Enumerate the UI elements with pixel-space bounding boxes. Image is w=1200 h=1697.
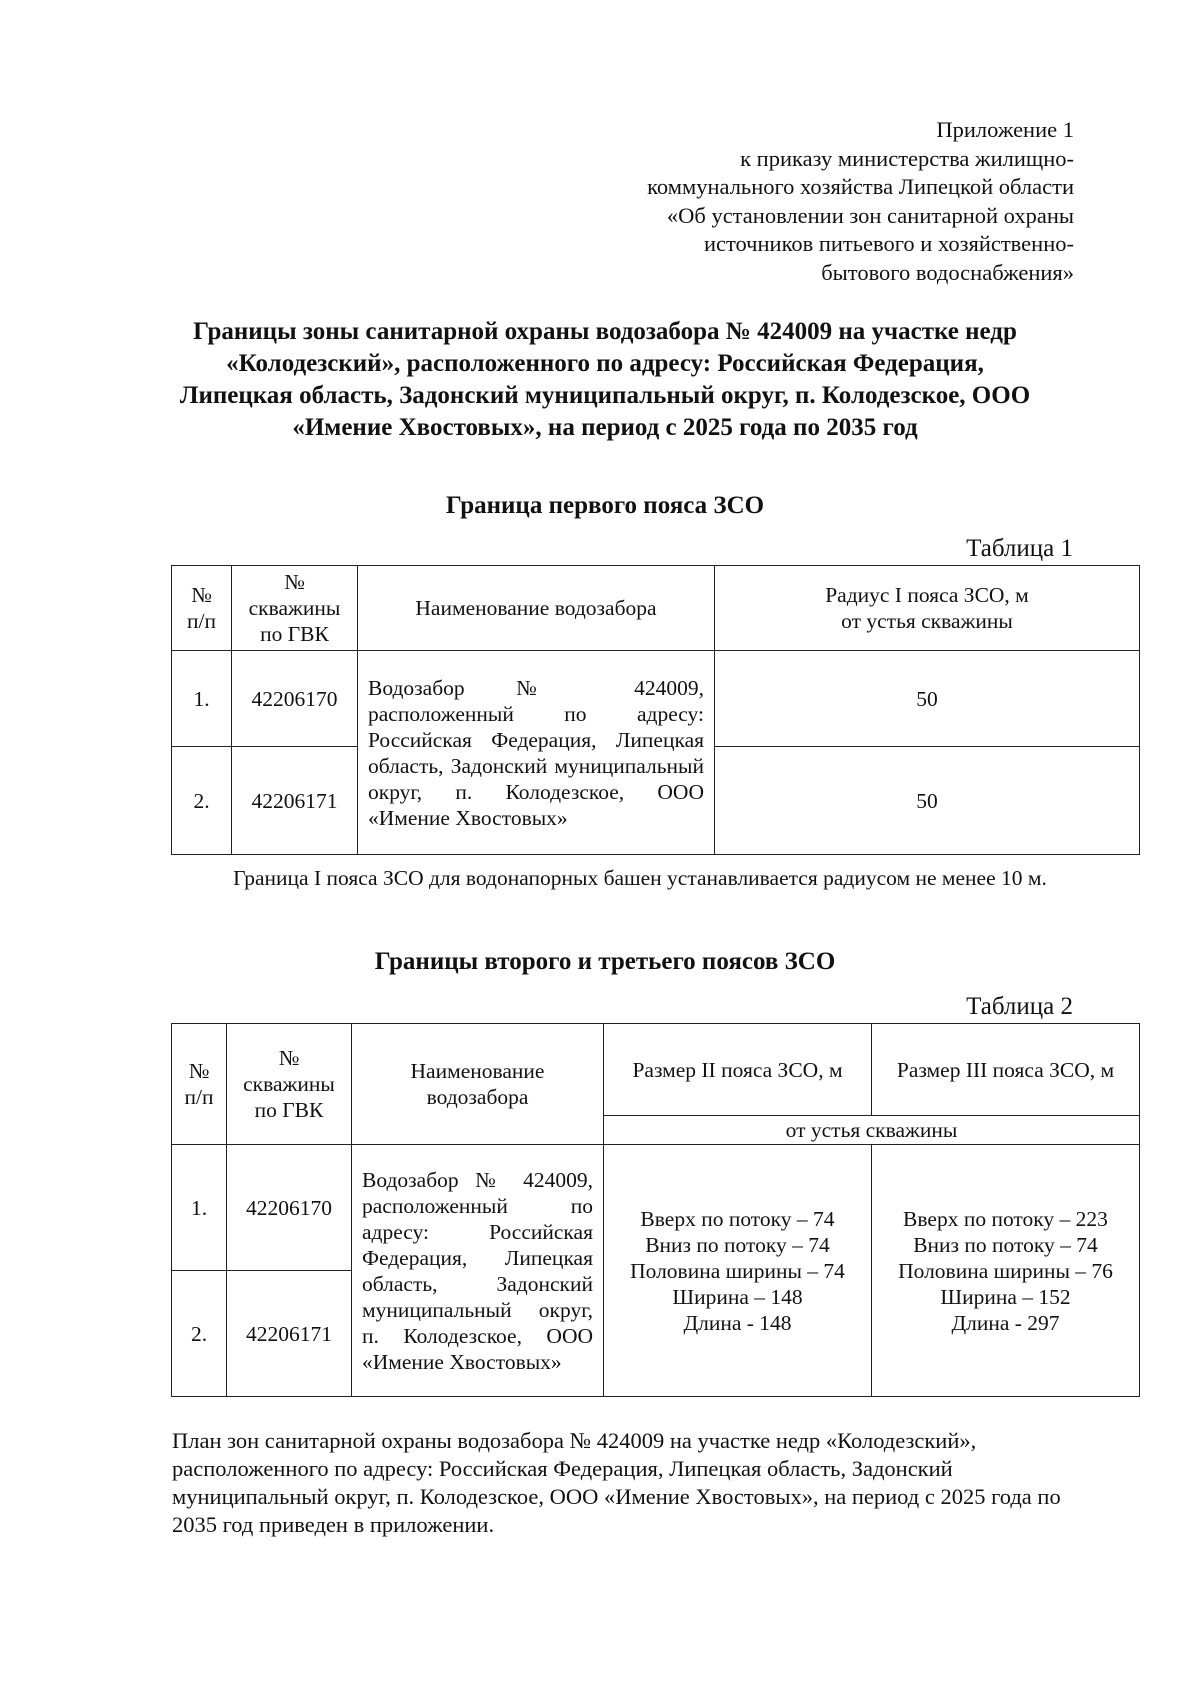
table-row [172, 651, 1140, 747]
header-well: № скважины по ГВК [232, 566, 358, 651]
table2-header-row [172, 1024, 1140, 1116]
cell-well: 42206171 [227, 1271, 352, 1397]
header-num: № п/п [172, 566, 232, 651]
cell-num: 2. [172, 747, 232, 855]
title-line: «Имение Хвостовых», на период с 2025 года по 2035 год [292, 414, 918, 441]
table1-label: Таблица 1 [966, 535, 1073, 562]
plan-line: 2035 год приведен в приложении. [172, 1512, 495, 1537]
header-well: № скважины по ГВК [227, 1024, 352, 1145]
title-line: Липецкая область, Задонский муниципальный округ, п. Колодезское, ООО [179, 382, 1031, 409]
header-intake-name: Наименование водозабора [352, 1024, 604, 1145]
header-from-wellhead: от устья скважины [604, 1116, 1140, 1145]
appendix-line: бытового водоснабжения» [821, 259, 1074, 285]
plan-paragraph [172, 1427, 1132, 1539]
header-zone2-size: Размер II пояса ЗСО, м [604, 1024, 872, 1116]
cell-num: 1. [172, 651, 232, 747]
plan-line: План зон санитарной охраны водозабора № 424009 на участке недр «Колодезский», [172, 1428, 977, 1453]
cell-well: 42206170 [232, 651, 358, 747]
cell-radius: 50 [715, 651, 1140, 747]
appendix-header [647, 116, 1074, 287]
cell-zone3-values: Вверх по потоку – 223 Вниз по потоку – 74 Половина ширины – 76 Ширина – 152 Длина - 297 [872, 1145, 1140, 1397]
section2-title: Границы второго и третьего поясов ЗСО [374, 948, 836, 975]
appendix-line: источников питьевого и хозяйственно- [703, 231, 1074, 256]
appendix-line: Приложение 1 [936, 117, 1074, 142]
cell-intake-name: Водозабор № 424009, расположенный по адресу: Российская Федерация, Липецкая область, Задонский муниципальный округ, п. Колодезское, ООО «Имение Хвостовых» [358, 651, 715, 855]
cell-well: 42206170 [227, 1145, 352, 1271]
cell-num: 1. [172, 1145, 227, 1271]
document-title [160, 316, 1050, 444]
appendix-line: «Об установлении зон санитарной охраны [666, 202, 1074, 228]
table-zone2-3 [171, 1023, 1140, 1397]
cell-num: 2. [172, 1271, 227, 1397]
table-row [172, 1145, 1140, 1271]
zone1-note: Граница I пояса ЗСО для водонапорных башен устанавливается радиусом не менее 10 м. [233, 866, 1047, 890]
table2-label: Таблица 2 [966, 993, 1073, 1020]
title-line: «Колодезский», расположенного по адресу: Российская Федерация, [226, 350, 984, 377]
header-radius: Радиус I пояса ЗСО, м от устья скважины [715, 566, 1140, 651]
table-zone1 [171, 565, 1140, 855]
cell-zone2-values: Вверх по потоку – 74 Вниз по потоку – 74 Половина ширины – 74 Ширина – 148 Длина - 148 [604, 1145, 872, 1397]
appendix-line: к приказу министерства жилищно- [740, 145, 1074, 171]
header-intake-name: Наименование водозабора [358, 566, 715, 651]
appendix-line: коммунального хозяйства Липецкой области [647, 174, 1074, 199]
header-num: № п/п [172, 1024, 227, 1145]
plan-line: муниципальный округ, п. Колодезское, ООО «Имение Хвостовых», на период с 2025 года по [172, 1484, 1061, 1509]
title-line: Границы зоны санитарной охраны водозабора № 424009 на участке недр [193, 318, 1017, 345]
cell-radius: 50 [715, 747, 1140, 855]
table1-header-row [172, 566, 1140, 651]
cell-well: 42206171 [232, 747, 358, 855]
header-zone3-size: Размер III пояса ЗСО, м [872, 1024, 1140, 1116]
section1-title: Граница первого пояса ЗСО [445, 492, 765, 519]
cell-intake-name: Водозабор № 424009, расположенный по адресу: Российская Федерация, Липецкая область, Задонский муниципальный округ, п. Колодезское, ООО «Имение Хвостовых» [352, 1145, 604, 1397]
plan-line: расположенного по адресу: Российская Федерация, Липецкая область, Задонский [172, 1456, 953, 1481]
